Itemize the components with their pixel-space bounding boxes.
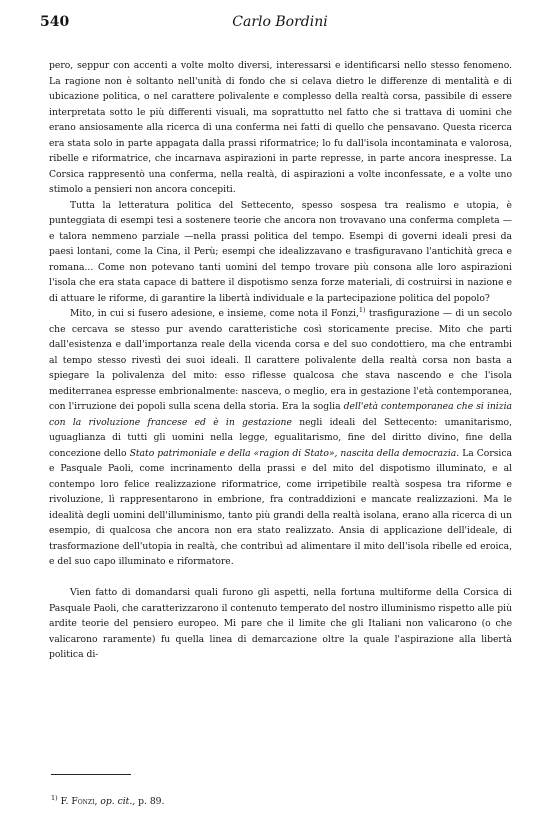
running-head: Carlo Bordini bbox=[232, 14, 328, 30]
paragraph-3 bbox=[49, 306, 512, 570]
footnote-rule bbox=[51, 774, 131, 775]
paragraph-3-text-b: trasfigurazione — di un secolo che cercava se stesso pur avendo caratteristiche così storicamente precise. Mito che parti dall'esistenza e dall'importanza reale della vicenda corsa e del suo condottiero, ma che entrambi al tempo stesso rivestì dei suoi ideali. Il carattere polivalente della realtà corsa non basta a spiegare la polivalenza del mito: esso riflesse qualcosa che stava nascendo e che l'isola mediterranea espresse embrionalmente: nasceva, o meglio, era in gestazione l'età contemporanea, con l'irruzione dei popoli sulla scena della storia. Era la soglia bbox=[49, 308, 512, 412]
page-number: 540 bbox=[40, 14, 70, 30]
paragraph-3-italic-1: dell'età contemporanea che si inizia con la rivoluzione francese ed è in gestazione bbox=[49, 401, 512, 428]
paragraph-3-text-c: negli ideali del Settecento: umanitarismo, uguaglianza di tutti gli uomini nella legge, egualitarismo, fine del diritto divino, fine della concezione dello bbox=[49, 416, 512, 459]
page-header bbox=[40, 14, 520, 34]
paragraph-3-text-d: . La Corsica e Pasquale Paoli, come incrinamento della prassi e del mito del dispotismo illuminato, e al contempo loro felice realizzazione riformatrice, come irripetibile realtà sospesa tra riforme e rivoluzione, lì rappresentarono in embrione, fra contraddizioni e mancate realizzazioni. Ma le idealità degli uomini dell'illuminismo, tanto più grandi della realtà isolana, erano alla ricerca di un esempio, di qualcosa che ancora non era stato realizzato. Ansia di applicazione dell'ideale, di trasformazione dell'utopia in realtà, che contribuì ad alimentare il mito dell'isola ribelle ed eroica, e del suo capo illuminato e riformatore. bbox=[49, 447, 512, 567]
paragraph-4: Vien fatto di domandarsi quali furono gli aspetti, nella fortuna multiforme della Corsica di Pasquale Paoli, che caratterizzarono il contenuto temperato del nostro illuminismo rispetto alle più ardite teorie del pensiero europeo. Mi pare che il limite che gli Italiani non valicarono (o che valicarono raramente) fu quella linea di demarcazione oltre la quale l'aspirazione alla libertà politica di- bbox=[49, 587, 512, 660]
footnote-mark: 1) bbox=[51, 793, 58, 802]
footnote bbox=[51, 793, 165, 807]
paragraph-3-text-a: Mito, in cui si fusero adesione, e insieme, come nota il Fonzi, bbox=[70, 308, 359, 319]
footnote-reference[interactable]: 1) bbox=[358, 305, 366, 314]
footnote-author: F. Fonzi, bbox=[60, 796, 98, 807]
footnote-ref: op. cit., bbox=[100, 796, 136, 807]
footnote-page: p. 89. bbox=[138, 796, 165, 807]
paragraph-3-italic-2: Stato patrimoniale e della «ragion di Stato», nascita della democrazia bbox=[129, 447, 457, 459]
paragraph-1: pero, seppur con accenti a volte molto diversi, interessarsi e identificarsi nello stesso fenomeno. La ragione non è soltanto nell'unità di fondo che si celava dietro le differenze di mentalità e di ubicazione politica, o nel carattere polivalente e complesso della realtà corsa, passibile di essere interpretata sotto le più differenti visuali, ma soprattutto nel fatto che si trattava di uomini che erano ansiosamente alla ricerca di una conferma nei fatti di quello che pensavano. Questa ricerca era stata solo in parte appagata dalla prassi riformatrice; lo fu dall'isola incontaminata e valorosa, ribelle e riformatrice, che incarnava aspirazioni in parte represse, in parte ancora inespresse. La Corsica rappresentò una conferma, nella realtà, di aspirazioni a volte inconfessate, e a volte uno stimolo a pensieri non ancora concepiti. bbox=[49, 60, 512, 195]
body-text bbox=[49, 58, 512, 663]
section-gap bbox=[49, 570, 512, 586]
paragraph-2: Tutta la letteratura politica del Settecento, spesso sospesa tra realismo e utopia, è punteggiata di esempi tesi a sostenere teorie che ancora non trovavano una conferma completa — e talora nemmeno parziale —nella prassi politica del tempo. Esempi di governi ideali presi da paesi lontani, come la Cina, il Perù; esempi che idealizzavano e trasfiguravano l'antichità greca e romana... Come non potevano tanti uomini del tempo trovare più consona alle loro aspirazioni l'isola che era stata capace di battere il dispotismo senza forze materiali, di costruirsi in nazione e di attuare le riforme, di garantire la libertà individuale e la partecipazione politica del popolo? bbox=[49, 199, 512, 304]
